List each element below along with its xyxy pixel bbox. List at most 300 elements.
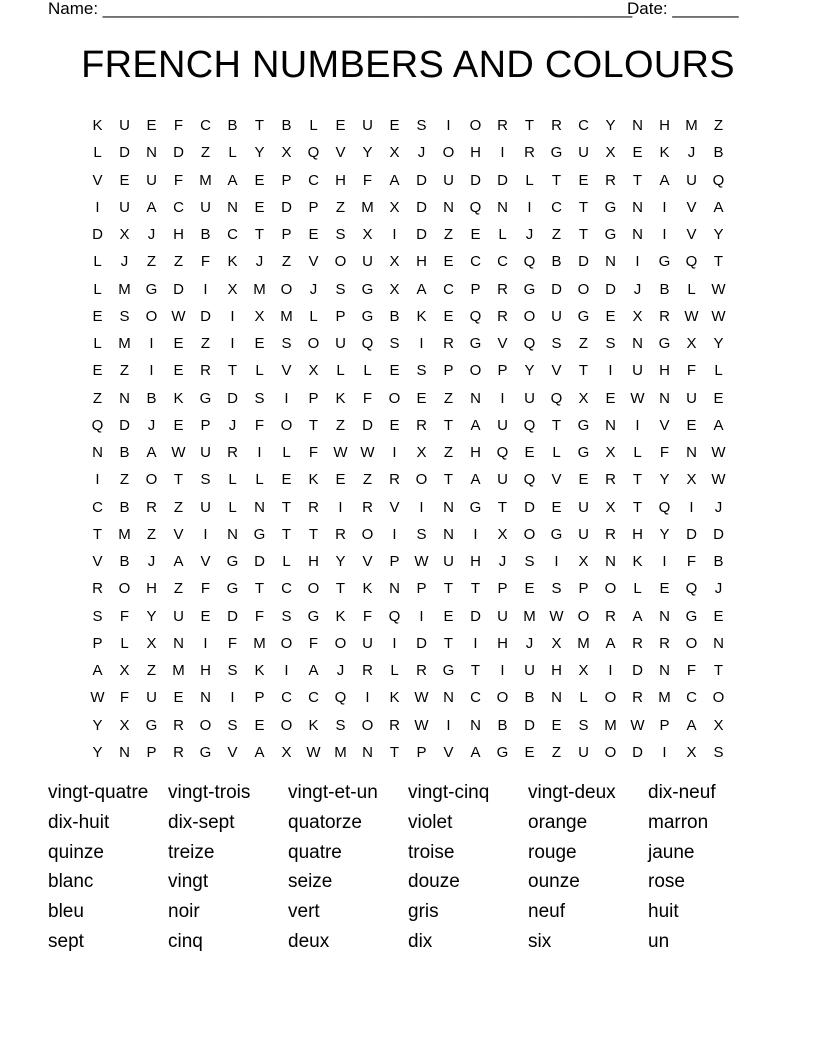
grid-letter: G [145,280,158,298]
grid-letter: S [254,389,265,407]
grid-letter: O [280,280,293,298]
grid-letter: J [147,416,156,434]
grid-letter: O [523,525,536,543]
word-list [48,779,768,958]
grid-letter: Z [551,743,562,761]
grid-letter: S [551,580,562,598]
grid-letter: J [498,553,507,570]
grid-letter: M [172,662,185,679]
grid-letter: P [416,580,427,598]
grid-letter: D [227,607,238,625]
grid-letter: T [443,471,454,489]
grid-letter: X [686,335,697,352]
grid-letter: I [446,117,451,134]
grid-letter: C [227,226,238,243]
grid-letter: T [335,580,346,598]
grid-letter: I [203,634,208,652]
grid-letter: P [281,171,292,189]
grid-letter: H [470,553,481,570]
grid-letter: T [281,498,292,516]
grid-letter: Z [281,253,292,271]
grid-letter: X [416,444,427,461]
grid-letter: H [551,662,562,679]
grid-letter: Y [713,226,724,243]
grid-letter: T [254,117,265,134]
grid-letter: L [633,444,642,461]
grid-letter: Q [334,689,347,707]
grid-letter: E [389,416,400,434]
grid-letter: H [659,117,670,134]
grid-letter: N [632,117,643,134]
word-list-item: vingt [168,871,209,893]
grid-letter: O [280,634,293,652]
grid-letter: D [173,144,184,162]
grid-letter: X [605,144,616,162]
grid-letter: W [711,280,726,298]
grid-letter: X [578,662,589,679]
grid-letter: M [118,525,131,543]
grid-row [84,439,744,466]
grid-letter: V [200,553,211,570]
grid-letter: K [632,553,643,570]
grid-letter: T [443,416,454,434]
grid-letter: E [308,226,319,243]
grid-letter: M [253,634,266,652]
grid-letter: V [551,471,562,489]
grid-row [84,630,744,657]
grid-letter: N [551,689,562,707]
grid-letter: O [199,716,212,734]
grid-letter: I [608,362,613,380]
grid-letter: W [684,307,699,325]
grid-letter: P [281,226,292,243]
grid-letter: O [307,580,320,598]
grid-letter: M [199,171,212,189]
grid-letter: G [604,198,617,216]
grid-letter: L [93,280,102,298]
grid-letter: K [92,117,103,134]
grid-letter: E [524,444,535,461]
grid-letter: I [500,389,505,407]
grid-letter: J [714,580,723,598]
grid-letter: X [281,144,292,162]
grid-letter: I [149,335,154,352]
grid-letter: S [92,607,103,625]
grid-letter: P [416,743,427,761]
grid-letter: P [470,280,481,298]
grid-letter: O [604,580,617,598]
grid-letter: B [146,389,157,407]
grid-letter: Q [712,171,725,189]
grid-letter: G [550,144,563,162]
grid-row [84,684,744,711]
grid-letter: K [173,389,184,407]
grid-letter: R [389,471,400,489]
grid-letter: H [470,144,481,162]
grid-letter: C [470,253,481,271]
grid-letter: Z [200,335,211,352]
grid-letter: M [253,280,266,298]
grid-letter: Z [335,416,346,434]
grid-letter: C [578,117,589,134]
grid-letter: D [686,525,697,543]
word-list-item: ounze [528,871,580,893]
word-list-item: noir [168,901,200,923]
grid-letter: D [92,226,103,243]
grid-letter: U [362,634,373,652]
grid-letter: X [119,226,130,243]
word-list-item: quatre [288,841,342,863]
grid-letter: X [308,362,319,380]
grid-letter: R [524,144,535,162]
grid-letter: L [579,689,588,707]
grid-letter: I [392,525,397,543]
grid-letter: N [146,144,157,162]
grid-letter: U [578,743,589,761]
grid-letter: U [173,607,184,625]
name-field-label[interactable]: Name: ________________________________________________________ [48,0,633,18]
grid-letter: X [389,280,400,298]
grid-letter: R [92,580,103,598]
grid-letter: U [497,471,508,489]
grid-letter: S [200,471,211,489]
grid-letter: T [713,662,724,679]
grid-letter: X [254,307,265,325]
grid-letter: W [414,553,429,570]
grid-letter: B [281,117,292,134]
grid-letter: I [689,498,694,516]
grid-letter: K [254,662,265,679]
grid-row [84,739,744,766]
grid-letter: N [362,743,373,761]
grid-letter: Z [443,389,454,407]
grid-letter: L [255,471,264,489]
grid-letter: Y [659,525,670,543]
grid-letter: R [605,525,616,543]
grid-letter: M [523,607,536,625]
grid-letter: R [497,280,508,298]
word-list-item: vingt-cinq [408,782,490,803]
grid-letter: Z [173,580,184,598]
grid-letter: P [389,553,400,570]
grid-row [84,712,744,739]
grid-letter: R [227,444,238,461]
grid-letter: X [632,307,643,325]
grid-row [84,139,744,166]
grid-row [84,575,744,602]
grid-letter: W [414,716,429,734]
grid-letter: U [632,362,643,380]
grid-letter: M [361,198,374,216]
grid-letter: T [632,498,643,516]
grid-row [84,167,744,194]
grid-letter: O [361,716,374,734]
grid-letter: W [171,444,186,461]
grid-letter: P [92,634,103,652]
grid-letter: G [685,607,698,625]
grid-letter: P [308,389,319,407]
grid-letter: D [173,280,184,298]
grid-letter: N [443,525,454,543]
grid-letter: I [662,226,667,243]
grid-letter: R [659,634,670,652]
grid-letter: T [254,226,265,243]
grid-letter: Z [200,144,211,162]
grid-letter: D [200,307,211,325]
grid-letter: U [362,117,373,134]
grid-letter: O [712,689,725,707]
grid-letter: E [443,253,454,271]
grid-letter: X [389,253,400,271]
grid-letter: T [551,171,562,189]
grid-letter: N [632,335,643,352]
grid-letter: Q [658,498,671,516]
grid-letter: I [662,553,667,570]
grid-letter: U [686,389,697,407]
grid-letter: U [686,171,697,189]
grid-letter: D [470,171,481,189]
grid-letter: O [145,307,158,325]
grid-letter: S [335,226,346,243]
grid-letter: O [442,144,455,162]
grid-letter: U [578,144,589,162]
grid-letter: P [146,743,157,761]
word-list-item: dix [408,930,433,952]
grid-letter: I [203,525,208,543]
grid-letter: T [713,253,724,271]
grid-letter: L [714,362,723,380]
grid-letter: T [281,525,292,543]
grid-letter: F [173,117,184,134]
grid-letter: P [308,198,319,216]
grid-letter: D [227,389,238,407]
grid-letter: A [605,634,616,652]
grid-letter: U [524,662,535,679]
grid-letter: T [227,362,238,380]
grid-letter: T [92,525,103,543]
grid-letter: W [414,689,429,707]
grid-letter: E [92,307,103,325]
grid-letter: U [200,198,211,216]
grid-letter: D [416,634,427,652]
word-list-item: vert [288,901,320,923]
grid-letter: L [255,362,264,380]
grid-letter: I [635,416,640,434]
grid-letter: X [686,743,697,761]
grid-letter: I [500,662,505,679]
grid-letter: G [658,335,671,352]
grid-letter: N [443,198,454,216]
grid-letter: E [551,716,562,734]
grid-letter: C [308,689,319,707]
grid-letter: Y [92,743,103,761]
grid-letter: M [577,634,590,652]
grid-letter: N [497,198,508,216]
grid-letter: Y [659,471,670,489]
word-list-item: dix-neuf [648,782,716,803]
grid-letter: R [362,498,373,516]
grid-letter: T [443,634,454,652]
grid-letter: G [658,253,671,271]
grid-letter: C [443,280,454,298]
grid-letter: D [119,416,130,434]
grid-letter: N [605,553,616,570]
grid-letter: P [578,580,589,598]
grid-letter: X [686,471,697,489]
grid-letter: V [92,553,103,570]
grid-letter: V [686,226,697,243]
grid-letter: K [389,689,400,707]
grid-letter: V [92,171,103,189]
grid-letter: L [309,307,318,325]
word-list-item: jaune [648,841,695,863]
grid-row [84,276,744,303]
grid-letter: O [280,416,293,434]
grid-letter: W [171,307,186,325]
grid-row [84,521,744,548]
word-list-item: quatorze [288,811,362,833]
grid-letter: L [228,498,237,516]
grid-row [84,385,744,412]
grid-letter: W [711,444,726,461]
grid-letter: L [363,362,372,380]
grid-letter: D [416,198,427,216]
grid-letter: P [200,416,211,434]
grid-letter: R [362,662,373,679]
grid-letter: Y [524,362,535,380]
grid-letter: G [496,743,509,761]
grid-letter: J [228,416,237,434]
grid-letter: W [90,689,105,707]
grid-letter: L [309,117,318,134]
word-list-item: vingt-quatre [48,782,149,803]
grid-letter: T [497,498,508,516]
grid-letter: Z [146,525,157,543]
grid-letter: P [443,362,454,380]
grid-letter: E [524,580,535,598]
grid-letter: O [415,471,428,489]
grid-letter: R [659,307,670,325]
word-list-item: neuf [528,901,565,923]
grid-letter: X [578,553,589,570]
grid-letter: W [630,716,645,734]
grid-letter: P [659,716,670,734]
grid-letter: L [525,171,534,189]
grid-letter: R [335,525,346,543]
page-title: FRENCH NUMBERS AND COLOURS [81,44,735,86]
grid-letter: Q [307,144,320,162]
grid-letter: G [469,498,482,516]
grid-letter: R [551,117,562,134]
grid-letter: J [525,226,534,243]
grid-letter: G [577,416,590,434]
grid-letter: O [280,716,293,734]
grid-letter: N [713,634,724,652]
grid-letter: Z [92,389,103,407]
grid-letter: B [119,498,130,516]
grid-letter: E [470,226,481,243]
grid-letter: A [470,416,481,434]
grid-letter: A [92,662,103,679]
grid-letter: L [282,444,291,461]
grid-letter: F [362,389,373,407]
grid-letter: U [200,498,211,516]
grid-letter: T [308,525,319,543]
grid-letter: J [120,253,129,271]
grid-letter: G [361,307,374,325]
grid-letter: F [200,580,211,598]
grid-letter: Q [550,389,563,407]
grid-letter: H [173,226,184,243]
grid-letter: L [336,362,345,380]
grid-letter: R [605,607,616,625]
grid-letter: U [443,553,454,570]
grid-letter: X [713,716,724,734]
word-list-item: vingt-et-un [288,782,378,803]
grid-row [84,412,744,439]
grid-letter: I [257,444,262,461]
grid-letter: P [497,362,508,380]
grid-letter: Z [173,253,184,271]
grid-letter: L [552,444,561,461]
grid-letter: G [577,307,590,325]
grid-letter: A [686,716,697,734]
grid-letter: W [360,444,375,461]
grid-letter: L [498,226,507,243]
grid-letter: L [93,335,102,352]
grid-letter: M [658,689,671,707]
grid-row [84,112,744,139]
grid-letter: I [149,362,154,380]
grid-letter: T [524,117,535,134]
grid-letter: Q [523,335,536,352]
grid-letter: G [199,743,212,761]
grid-letter: T [308,416,319,434]
grid-letter: E [713,607,724,625]
date-field-label[interactable]: Date: _______ [627,0,739,18]
grid-letter: Y [92,716,103,734]
grid-letter: M [334,743,347,761]
grid-letter: O [307,335,320,352]
grid-letter: O [523,307,536,325]
grid-letter: U [119,117,130,134]
grid-letter: U [443,171,454,189]
grid-letter: I [473,634,478,652]
grid-letter: A [389,171,400,189]
word-list-item: rouge [528,841,577,863]
grid-letter: V [659,416,670,434]
grid-letter: I [284,662,289,679]
grid-letter: D [524,716,535,734]
grid-letter: Z [146,662,157,679]
grid-letter: N [605,416,616,434]
word-list-item: vingt-deux [528,782,616,803]
grid-letter: O [334,253,347,271]
grid-letter: I [230,307,235,325]
grid-letter: F [200,253,211,271]
grid-letter: D [416,171,427,189]
grid-letter: M [280,307,293,325]
grid-letter: X [119,716,130,734]
grid-letter: A [713,198,724,216]
grid-letter: G [145,716,158,734]
grid-letter: Q [685,580,698,598]
grid-letter: F [119,607,130,625]
grid-letter: G [604,226,617,243]
grid-letter: G [523,280,536,298]
grid-letter: U [578,525,589,543]
word-list-item: rose [648,871,685,893]
